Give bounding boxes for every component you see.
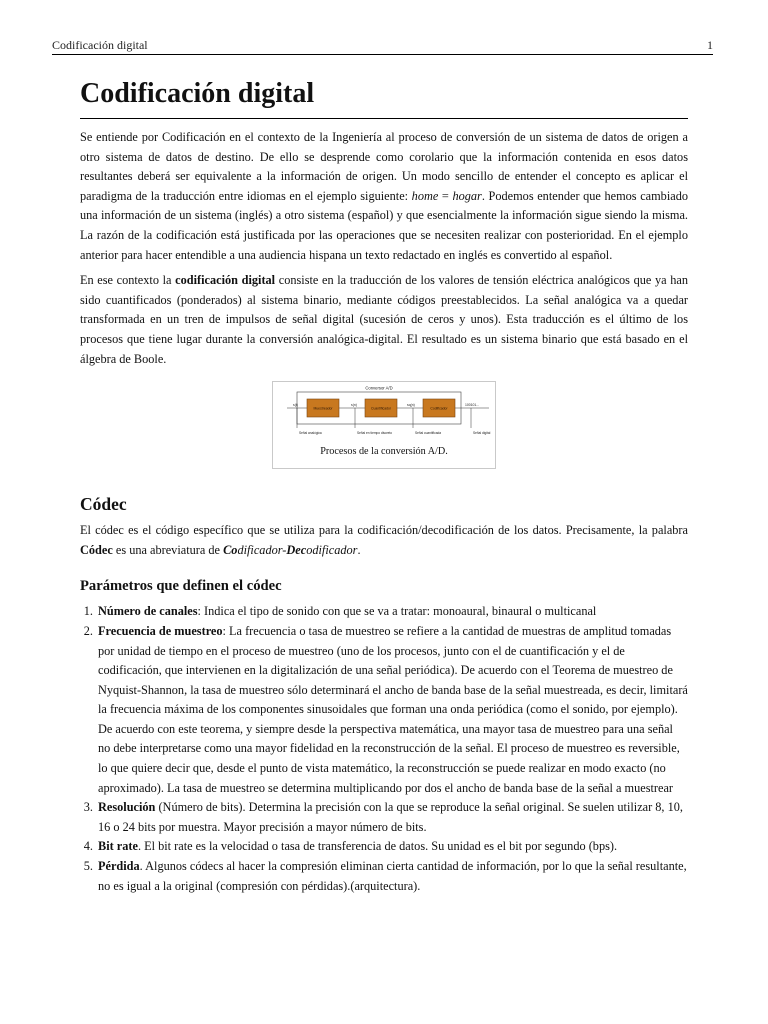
equals-sign: = xyxy=(438,188,453,203)
block-label-cuantificador: Cuantificador xyxy=(371,406,391,411)
list-item xyxy=(96,602,688,622)
figure-caption: Procesos de la conversión A/D. xyxy=(320,446,448,458)
etymology-dec: Dec xyxy=(286,542,307,557)
label-senal-digital: Señal digital xyxy=(473,431,491,436)
list-item xyxy=(96,857,688,896)
codec-etymology xyxy=(223,543,357,557)
block-label-muestreador: Muestreador xyxy=(313,406,333,411)
codec-term: Códec xyxy=(80,542,113,557)
params-heading: Parámetros que definen el códec xyxy=(80,578,282,595)
etymology-dificador: dificador xyxy=(237,542,283,557)
context-paragraph xyxy=(80,271,688,369)
article-body xyxy=(80,76,688,896)
intro-text-2: . Podemos entender que hemos cambiado una información de un sistema (inglés) a otro sistema (español) y que esencialmente la información sigue siendo la misma. La razón de la codificación está justificada por las operaciones que se necesiten realizar con posterioridad. En el ejemplo anterior para hacer entendible a una audiencia hispana un texto redactado en inglés es convertido al español. xyxy=(80,188,688,262)
param-text: . Algunos códecs al hacer la compresión eliminan cierta cantidad de información, por lo que la señal resultante, no es igual a la original (compresión con pérdidas).(arquitectura). xyxy=(98,859,687,893)
param-text: : Indica el tipo de sonido con que se va a tratar: monoaural, binaural o multicanal xyxy=(197,604,597,619)
signal-bits: 100101... xyxy=(465,403,480,408)
block-label-codificador: Codificador xyxy=(430,406,448,411)
list-item xyxy=(96,837,688,857)
intro-paragraph xyxy=(80,128,688,265)
param-text: (Número de bits). Determina la precisión con la que se reproduce la señal original. Se suelen utilizar 8, 10, 16 o 24 bits por muestra. Mayor precisión a mayor número de bits. xyxy=(98,800,683,834)
codec-paragraph xyxy=(80,521,688,560)
context-post: consiste en la traducción de los valores de tensión eléctrica analógicos que ya han sido cuantificados (ponderados) al sistema binario, mediante códigos preestablecidos. La señal analógica va a quedar transformada en un tren de impulsos de señal digital (sucesión de ceros y unos). Esta traducción es el último de los procesos que tiene lugar durante la conversión analógica-digital. El resultado es un sistema binario que está basado en el álgebra de Boole. xyxy=(80,273,688,366)
params-list xyxy=(80,602,688,896)
etymology-co: Co xyxy=(223,542,238,557)
signal-sn: s(n) xyxy=(351,403,357,408)
term-codificacion-digital: codificación digital xyxy=(175,273,276,288)
codec-text-3: . xyxy=(357,542,361,557)
param-term: Bit rate xyxy=(98,839,138,854)
codec-heading: Códec xyxy=(80,494,127,515)
running-title: Codificación digital xyxy=(52,38,148,52)
intro-text-1: Se entiende por Codificación en el contexto de la Ingeniería al proceso de conversión de un sistema de datos de origen a otro sistema de datos de destino. De ello se desprende como corolario que la información contenida en esos datos resultantes deberá ser equivalente a la información de origen. Un modo sencillo de entender el concepto es aplicar el paradigma de la traducción entre idiomas en el ejemplo siguiente: xyxy=(80,130,688,203)
list-item xyxy=(96,798,688,837)
codec-text-2: es una abreviatura de xyxy=(112,542,224,557)
param-term: Frecuencia de muestreo xyxy=(98,623,223,638)
example-word-home: home xyxy=(411,188,439,203)
etymology-odificador: odificador xyxy=(306,542,358,557)
codec-text-1: El códec es el código específico que se utiliza para la codificación/decodificación de los datos. Precisamente, la palabra xyxy=(80,523,688,538)
param-term: Número de canales xyxy=(98,604,198,619)
ad-conversion-figure xyxy=(272,381,496,469)
signal-st: s(t) xyxy=(293,403,298,408)
label-senal-tiempo-discreto: Señal en tiempo discreto xyxy=(357,431,393,436)
label-senal-analogica: Señal analógica xyxy=(299,431,322,436)
signal-sqn: sq(n) xyxy=(407,403,415,408)
example-word-hogar: hogar xyxy=(452,188,482,203)
param-term: Resolución xyxy=(98,800,156,815)
list-item xyxy=(96,622,688,798)
param-text: . El bit rate es la velocidad o tasa de transferencia de datos. Su unidad es el bit por segundo (bps). xyxy=(137,839,618,854)
etymology-dash: - xyxy=(282,542,287,557)
param-text: : La frecuencia o tasa de muestreo se refiere a la cantidad de muestras de amplitud tomadas por unidad de tiempo en el proceso de muestreo (uno de los procesos, junto con el de cuantificación y el de codificación, que intervienen en la digitalización de una señal periódica). De acuerdo con el Teorema de muestreo de Nyquist-Shannon, la tasa de muestreo sólo determinará el ancho de banda base de la señal muestreada, es decir, limitará la frecuencia máxima de los componentes sinusoidales que forman una onda periódica (como el sonido, por ejemplo). De acuerdo con este teorema, y siempre desde la perspectiva matemática, una mayor tasa de muestreo para una señal no debe interpretarse como una mayor fidelidad en la reconstrucción de la señal. El proceso de muestreo es reversible, lo que quiere decir que, desde el punto de vista matemático, la reconstrucción se puede realizar en modo exacto (no aproximado). La tasa de muestreo se determina multiplicando por dos el ancho de banda base de la señal a muestrear xyxy=(98,623,688,795)
header-rule xyxy=(52,54,713,55)
converter-title: Conversor A/D xyxy=(365,385,393,391)
param-term: Pérdida xyxy=(98,859,140,874)
page-number: 1 xyxy=(707,38,713,52)
label-senal-cuantificada: Señal cuantificada xyxy=(415,431,442,436)
context-pre: En ese contexto la xyxy=(80,273,176,288)
page-title: Codificación digital xyxy=(80,76,688,119)
